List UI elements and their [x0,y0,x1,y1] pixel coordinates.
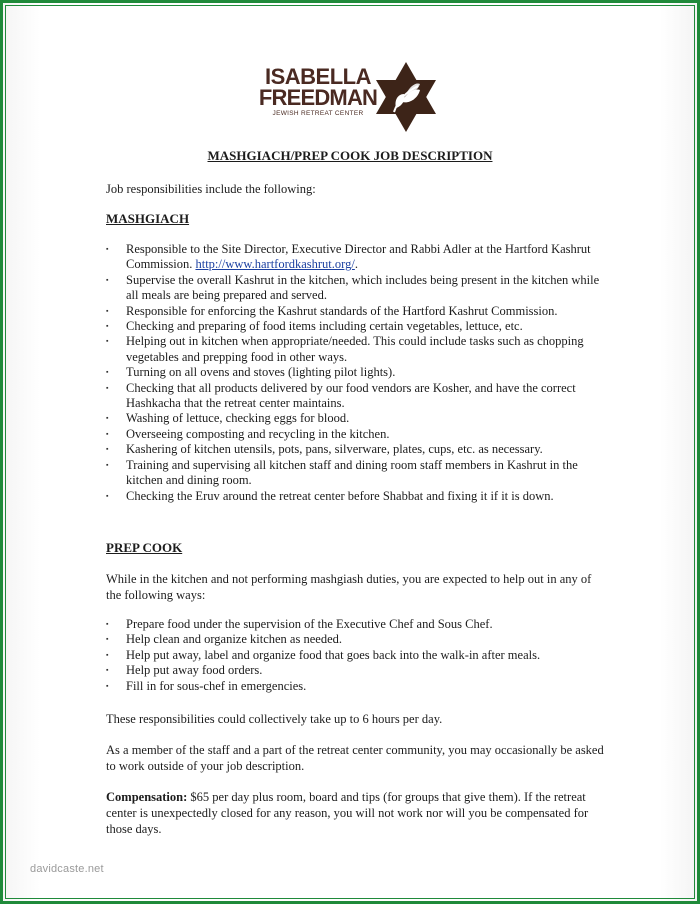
list-item: ▪ Help put away food orders. [106,663,606,678]
list-item: ▪ Training and supervising all kitchen staff and dining room staff members in Kashrut in the kitchen and dining room. [106,458,606,489]
list-item [106,242,606,273]
compensation-text [106,789,606,837]
page-title: MASHGIACH/PREP COOK JOB DESCRIPTION [207,148,493,163]
compensation-body: $65 per day plus room, board and tips (for groups that give them). If the retreat center is unexpectedly closed for any reason, you will not work nor will you be compensated for those days. [106,790,589,836]
list-item: ▪ Checking and preparing of food items including certain vegetables, lettuce, etc. [106,319,606,334]
prep-cook-list [106,617,606,694]
list-item-text: Responsible to the Site Director, Executive Director and Rabbi Adler at the Hartford Kashrut Commission. [126,242,591,272]
member-text: As a member of the staff and a part of the retreat center community, you may occasionally be asked to work outside of your job description. [106,743,604,773]
list-item: ▪ Responsible for enforcing the Kashrut standards of the Hartford Kashrut Commission. [106,304,606,319]
list-item-text-tail: . [354,257,358,272]
isabella-freedman-logo [258,60,440,134]
prep-cook-heading: PREP COOK [106,540,183,555]
hartford-kashrut-link[interactable]: http://www.hartfordkashrut.org/ [195,257,355,272]
list-item: ▪ Helping out in kitchen when appropriate/needed. This could include tasks such as chopping vegetables and prepping food in other ways. [106,334,606,365]
list-item: ▪ Washing of lettuce, checking eggs for blood. [106,411,606,426]
list-item: ▪ Help put away, label and organize food that goes back into the walk-in after meals. [106,648,606,663]
star-of-david-icon [372,60,440,134]
list-item: ▪ Help clean and organize kitchen as needed. [106,632,606,647]
logo-text [258,66,378,119]
list-item: ▪ Checking that all products delivered by our food vendors are Kosher, and have the correct Hashkacha that the retreat center maintains. [106,381,606,412]
list-item: ▪ Overseeing composting and recycling in the kitchen. [106,427,606,442]
list-item: ▪ Supervise the overall Kashrut in the kitchen, which includes being present in the kitchen while all meals are being prepared and served. [106,273,606,304]
logo-line-3: JEWISH RETREAT CENTER [272,110,364,117]
list-item: ▪ Checking the Eruv around the retreat center before Shabbat and fixing it if it is down. [106,489,606,504]
mashgiach-list [106,242,606,504]
compensation-label: Compensation: [106,790,188,804]
prep-cook-intro: While in the kitchen and not performing mashgiash duties, you are expected to help out in any of the following ways: [106,572,592,602]
logo-line-2: FREEDMAN [258,85,378,110]
list-item: ▪ Kashering of kitchen utensils, pots, pans, silverware, plates, cups, etc. as necessary. [106,442,606,457]
list-item: ▪ Fill in for sous-chef in emergencies. [106,679,606,694]
list-item: ▪ Prepare food under the supervision of the Executive Chef and Sous Chef. [106,617,606,632]
intro-text: Job responsibilities include the following: [106,182,316,196]
hours-text: These responsibilities could collectively take up to 6 hours per day. [106,712,443,726]
logo-line-1: ISABELLA [265,64,371,89]
watermark: davidcaste.net [30,863,104,875]
list-item: ▪ Turning on all ovens and stoves (lighting pilot lights). [106,365,606,380]
mashgiach-heading: MASHGIACH [106,211,190,226]
